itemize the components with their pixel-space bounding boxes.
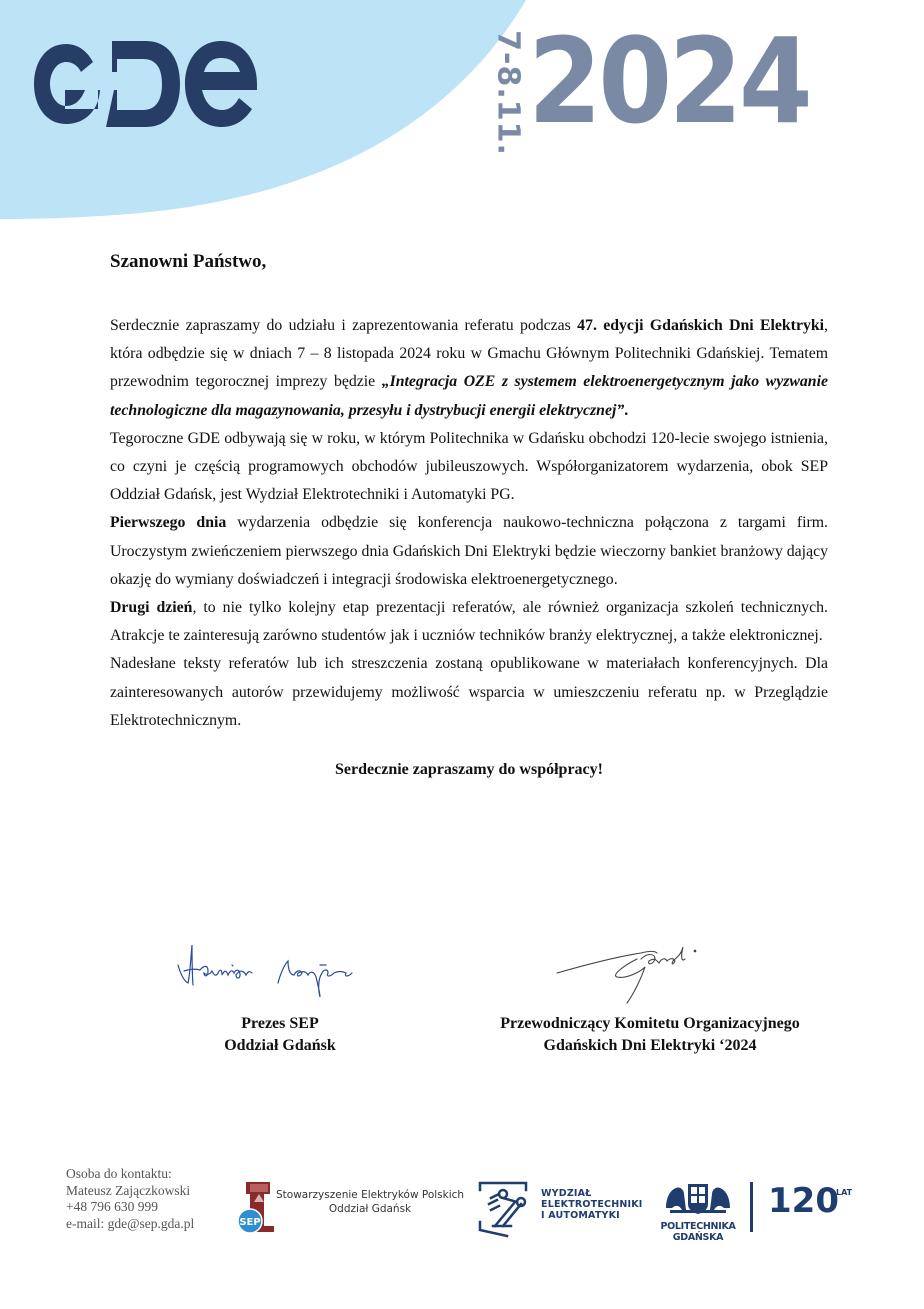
- anniversary-unit: LAT: [836, 1188, 853, 1197]
- event-dates-text: 7-8.11.: [490, 30, 526, 156]
- wel-faculty-name: [541, 1188, 643, 1221]
- para-text: Nadesłane teksty referatów lub ich streszczenia zostaną opublikowane w materiałach konferencyjnych. Dla zainteresowanych autorów przewidujemy możliwość wsparcia w umieszczeniu referatu np. w Przeglądzie Elektrotechnicznym.: [110, 655, 828, 729]
- gde-logo-icon: [30, 38, 330, 138]
- contact-label: Osoba do kontaktu:: [66, 1166, 172, 1181]
- sep-name-line2: Oddział Gdańsk: [328, 1203, 412, 1215]
- paragraph-day-one: [110, 509, 828, 594]
- paragraph-publication: [110, 650, 828, 735]
- wel-line3: I AUTOMATYKI: [541, 1210, 620, 1221]
- pg-line2: GDAŃSKA: [672, 1232, 724, 1243]
- signatory-title-line2: Oddział Gdańsk: [224, 1037, 336, 1054]
- signature-image: [170, 935, 390, 1007]
- signatory-title-line1: Prezes SEP: [241, 1015, 319, 1032]
- para-text: wydarzenia odbędzie się konferencja naukowo-techniczna połączona z targami firm. Uroczystym zwieńczeniem pierwszego dnia Gdańskich Dni Elektryki będzie wieczorny bankiet branżowy dający okazję do wymiany doświadczeń i integracji środowiska elektroenergetycznego.: [110, 514, 828, 588]
- event-theme: „Integracja OZE z systemem elektroenergetycznym jako wyzwanie technologiczne dla magazynowania, przesyłu i dystrybucji energii elektrycznej”: [110, 373, 828, 419]
- contact-name: Mateusz Zajączkowski: [66, 1182, 191, 1198]
- day-two-label: Drugi dzień: [110, 599, 193, 617]
- university-crest-icon: [662, 1180, 734, 1216]
- signature-block-sep-president: [170, 935, 390, 1057]
- contact-phone[interactable]: +48 796 630 999: [66, 1199, 158, 1214]
- letter-header: [0, 0, 924, 230]
- svg-text:SEP: SEP: [239, 1217, 261, 1228]
- para-text: , która odbędzie się w dniach 7 – 8 listopada 2024 roku w Gmachu Głównym Politechniki Gdańskiej. Tematem przewodnim tegorocznej imprezy będzie: [110, 317, 828, 391]
- para-text: , to nie tylko kolejny etap prezentacji referatów, ale również organizacja szkoleń technicznych. Atrakcje te zainteresują zarówno studentów jak i uczniów techników branży elektrycznej, a także elektronicznej.: [110, 599, 828, 645]
- signatory-title-line1: Przewodniczący Komitetu Organizacyjnego: [500, 1015, 800, 1032]
- paragraph-day-two: [110, 594, 828, 650]
- pg-line1: POLITECHNIKA: [660, 1221, 736, 1232]
- politechnika-gdanska-logo: [660, 1180, 736, 1243]
- para-text: Serdecznie zapraszamy do udziału i zaprezentowania referatu podczas: [110, 317, 578, 334]
- contact-info: [66, 1166, 194, 1232]
- footer-divider: [750, 1182, 753, 1232]
- letter-footer: [0, 1160, 924, 1250]
- event-year: 2024: [528, 12, 810, 150]
- closing-line: Serdecznie zapraszamy do współpracy!: [335, 761, 603, 779]
- contact-email[interactable]: e-mail: gde@sep.gda.pl: [66, 1215, 195, 1231]
- paragraph-invitation: [110, 312, 828, 425]
- sep-name-line1: Stowarzyszenie Elektryków Polskich: [276, 1189, 465, 1201]
- para-text: Tegoroczne GDE odbywają się w roku, w którym Politechnika w Gdańsku obchodzi 120-lecie swojego istnienia, co czyni je częścią programowych obchodów jubileuszowych. Współorganizatorem wydarzenia, obok SEP Oddział Gdańsk, jest Wydział Elektrotechniki i Automatyki PG.: [110, 429, 828, 504]
- letter-body: [110, 248, 828, 795]
- handwritten-signature-icon: [545, 935, 745, 1007]
- anniversary-number: 120: [768, 1181, 839, 1221]
- signature-block-committee-chair: [470, 935, 830, 1057]
- event-edition: 47. edycji Gdańskich Dni Elektryki: [577, 317, 825, 334]
- signature-image: [470, 935, 830, 1007]
- paragraph-anniversary: [110, 425, 828, 510]
- day-one-label: Pierwszego dnia: [110, 514, 227, 532]
- signatory-title-line2: Gdańskich Dni Elektryki ‘2024: [543, 1037, 757, 1054]
- para-text: .: [624, 401, 629, 419]
- sep-logo-icon: [236, 1180, 278, 1234]
- wel-line2: ELEKTROTECHNIKI: [541, 1199, 643, 1210]
- wel-line1: WYDZIAŁ: [541, 1188, 592, 1199]
- salutation: Szanowni Państwo,: [110, 251, 267, 272]
- sep-name: [276, 1188, 464, 1216]
- wel-faculty-logo-icon: [477, 1180, 533, 1238]
- signatures-section: [0, 935, 924, 1075]
- handwritten-signature-icon: [160, 935, 400, 1007]
